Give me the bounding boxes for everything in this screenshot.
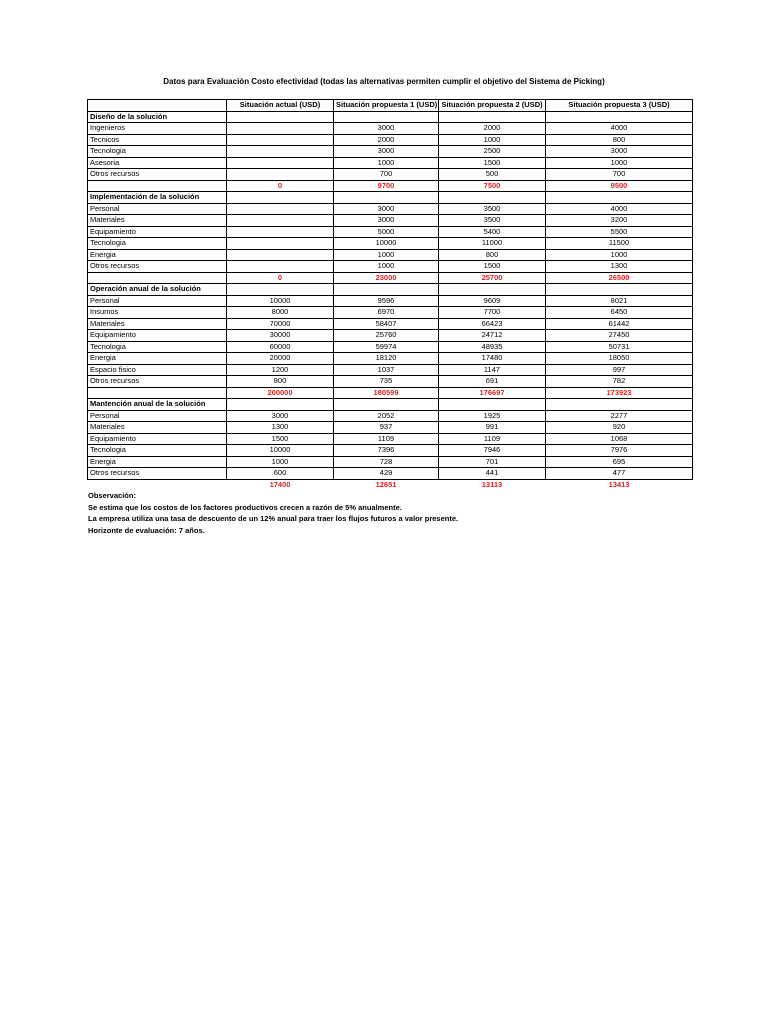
value-cell: 735 xyxy=(334,376,439,388)
value-cell: 800 xyxy=(546,134,693,146)
value-cell: 3500 xyxy=(439,203,546,215)
table-row xyxy=(88,295,693,307)
value-cell: 27450 xyxy=(546,330,693,342)
empty-cell xyxy=(334,111,439,123)
row-label: Personal xyxy=(88,203,227,215)
value-cell: 991 xyxy=(439,422,546,434)
table-row xyxy=(88,422,693,434)
total-cell: 13413 xyxy=(608,479,630,489)
row-label: Espacio fisico xyxy=(88,364,227,376)
total-cell: 26500 xyxy=(546,272,693,284)
row-label: Tecnologia xyxy=(88,146,227,158)
empty-cell xyxy=(546,111,693,123)
value-cell: 1109 xyxy=(439,433,546,445)
value-cell: 1300 xyxy=(546,261,693,273)
totals-row xyxy=(88,387,693,399)
table-row xyxy=(88,376,693,388)
total-cell: 173923 xyxy=(546,387,693,399)
empty-cell xyxy=(88,272,227,284)
row-label: Ingenieros xyxy=(88,123,227,135)
totals-row xyxy=(88,180,693,192)
row-label: Tecnicos xyxy=(88,134,227,146)
table-row xyxy=(88,468,693,480)
value-cell: 11000 xyxy=(439,238,546,250)
value-cell: 10000 xyxy=(227,295,334,307)
table-row xyxy=(88,169,693,181)
header-propuesta-3: Situación propuesta 3 (USD) xyxy=(546,100,693,112)
row-label: Equipamiento xyxy=(88,330,227,342)
section-header-row xyxy=(88,284,693,296)
row-label: Equipamiento xyxy=(88,433,227,445)
empty-cell xyxy=(546,399,693,411)
value-cell: 9596 xyxy=(334,295,439,307)
value-cell: 59974 xyxy=(334,341,439,353)
value-cell: 8000 xyxy=(227,307,334,319)
empty-cell xyxy=(546,192,693,204)
header-propuesta-1: Situación propuesta 1 (USD) xyxy=(334,100,439,112)
value-cell: 728 xyxy=(334,456,439,468)
row-label: Otros recursos xyxy=(88,261,227,273)
value-cell: 7700 xyxy=(439,307,546,319)
row-label: Personal xyxy=(88,410,227,422)
total-cell: 200000 xyxy=(227,387,334,399)
value-cell: 4000 xyxy=(546,123,693,135)
total-cell: 17400 xyxy=(269,479,291,489)
value-cell xyxy=(227,146,334,158)
value-cell: 920 xyxy=(546,422,693,434)
empty-cell xyxy=(546,284,693,296)
value-cell: 66423 xyxy=(439,318,546,330)
empty-cell xyxy=(439,111,546,123)
total-cell: 23000 xyxy=(334,272,439,284)
value-cell: 1200 xyxy=(227,364,334,376)
value-cell: 2500 xyxy=(439,146,546,158)
value-cell: 60000 xyxy=(227,341,334,353)
cost-table xyxy=(87,99,693,490)
value-cell: 48935 xyxy=(439,341,546,353)
table-row xyxy=(88,307,693,319)
row-label: Otros recursos xyxy=(88,169,227,181)
value-cell: 6450 xyxy=(546,307,693,319)
value-cell xyxy=(227,123,334,135)
empty-cell xyxy=(227,399,334,411)
row-label: Energia xyxy=(88,456,227,468)
value-cell: 25760 xyxy=(334,330,439,342)
empty-cell xyxy=(88,180,227,192)
section-title: Operación anual de la solución xyxy=(88,284,227,296)
empty-cell xyxy=(227,284,334,296)
total-cell: 9700 xyxy=(334,180,439,192)
value-cell: 477 xyxy=(546,468,693,480)
value-cell: 3000 xyxy=(546,146,693,158)
header-row xyxy=(88,100,693,112)
value-cell: 2277 xyxy=(546,410,693,422)
row-label: Materiales xyxy=(88,215,227,227)
section-title: Mantención anual de la solución xyxy=(88,399,227,411)
row-label: Tecnologia xyxy=(88,238,227,250)
table-row xyxy=(88,330,693,342)
table-row xyxy=(88,215,693,227)
section-title: Implementación de la solución xyxy=(88,192,227,204)
value-cell: 9609 xyxy=(439,295,546,307)
empty-cell xyxy=(88,479,227,490)
value-cell: 1147 xyxy=(439,364,546,376)
table-row xyxy=(88,318,693,330)
observation-line: Horizonte de evaluación: 7 años. xyxy=(88,525,205,535)
table-row xyxy=(88,146,693,158)
value-cell: 701 xyxy=(439,456,546,468)
value-cell: 3000 xyxy=(334,215,439,227)
sheet-title: Datos para Evaluación Costo efectividad (todas las alternativas permiten cumplir el objetivo del Sistema de Picking) xyxy=(163,77,605,86)
value-cell xyxy=(227,249,334,261)
value-cell: 1925 xyxy=(439,410,546,422)
table-body xyxy=(88,111,693,490)
value-cell xyxy=(227,157,334,169)
row-label: Tecnologia xyxy=(88,341,227,353)
table-row xyxy=(88,249,693,261)
totals-row xyxy=(88,272,693,284)
value-cell: 11500 xyxy=(546,238,693,250)
observations-heading: Observación: xyxy=(88,491,136,500)
value-cell: 5000 xyxy=(334,226,439,238)
total-cell: 9500 xyxy=(546,180,693,192)
value-cell: 2000 xyxy=(439,123,546,135)
value-cell xyxy=(227,169,334,181)
value-cell: 10000 xyxy=(334,238,439,250)
row-label: Materiales xyxy=(88,318,227,330)
value-cell: 1300 xyxy=(227,422,334,434)
total-cell: 25700 xyxy=(439,272,546,284)
value-cell: 18050 xyxy=(546,353,693,365)
table-row xyxy=(88,226,693,238)
value-cell: 10000 xyxy=(227,445,334,457)
table-row xyxy=(88,456,693,468)
value-cell: 3000 xyxy=(227,410,334,422)
value-cell: 30000 xyxy=(227,330,334,342)
table-row xyxy=(88,364,693,376)
table-row xyxy=(88,353,693,365)
value-cell: 1000 xyxy=(439,134,546,146)
empty-cell xyxy=(439,192,546,204)
table-row xyxy=(88,238,693,250)
value-cell: 1500 xyxy=(439,157,546,169)
table-row xyxy=(88,203,693,215)
row-label: Equipamiento xyxy=(88,226,227,238)
value-cell: 1500 xyxy=(439,261,546,273)
empty-cell xyxy=(334,192,439,204)
value-cell: 4000 xyxy=(546,203,693,215)
empty-cell xyxy=(334,284,439,296)
header-situacion-actual: Situación actual (USD) xyxy=(227,100,334,112)
value-cell: 1000 xyxy=(546,157,693,169)
observation-line: Se estima que los costos de los factores productivos crecen a razón de 5% anualmente. xyxy=(88,502,402,512)
value-cell: 800 xyxy=(439,249,546,261)
value-cell: 1500 xyxy=(227,433,334,445)
empty-cell xyxy=(88,387,227,399)
empty-cell xyxy=(439,399,546,411)
section-title: Diseño de la solución xyxy=(88,111,227,123)
total-cell: 180599 xyxy=(334,387,439,399)
empty-cell xyxy=(227,192,334,204)
section-header-row xyxy=(88,111,693,123)
value-cell: 1000 xyxy=(334,249,439,261)
table-row xyxy=(88,123,693,135)
row-label: Personal xyxy=(88,295,227,307)
value-cell: 1000 xyxy=(546,249,693,261)
table-row xyxy=(88,134,693,146)
table-row xyxy=(88,261,693,273)
value-cell: 1109 xyxy=(334,433,439,445)
value-cell: 24712 xyxy=(439,330,546,342)
value-cell: 17480 xyxy=(439,353,546,365)
row-label: Insumos xyxy=(88,307,227,319)
observations xyxy=(88,490,458,536)
value-cell: 3000 xyxy=(334,146,439,158)
value-cell: 997 xyxy=(546,364,693,376)
value-cell: 691 xyxy=(439,376,546,388)
value-cell: 1068 xyxy=(546,433,693,445)
total-cell: 176697 xyxy=(439,387,546,399)
row-label: Materiales xyxy=(88,422,227,434)
value-cell: 3000 xyxy=(334,203,439,215)
empty-cell xyxy=(439,284,546,296)
value-cell xyxy=(227,134,334,146)
row-label: Otros recursos xyxy=(88,376,227,388)
value-cell: 18120 xyxy=(334,353,439,365)
value-cell: 600 xyxy=(227,468,334,480)
value-cell: 7976 xyxy=(546,445,693,457)
value-cell: 700 xyxy=(334,169,439,181)
total-cell: 0 xyxy=(227,272,334,284)
total-cell: 7500 xyxy=(439,180,546,192)
value-cell: 1037 xyxy=(334,364,439,376)
total-cell: 13113 xyxy=(481,479,503,489)
value-cell xyxy=(227,261,334,273)
total-cell: 12651 xyxy=(375,479,397,489)
value-cell: 441 xyxy=(439,468,546,480)
value-cell: 7946 xyxy=(439,445,546,457)
table-row xyxy=(88,433,693,445)
value-cell: 5500 xyxy=(546,226,693,238)
value-cell: 800 xyxy=(227,376,334,388)
row-label: Energia xyxy=(88,353,227,365)
value-cell: 20000 xyxy=(227,353,334,365)
observation-line: La empresa utiliza una tasa de descuento de un 12% anual para traer los flujos futuros a valor presente. xyxy=(88,514,459,523)
empty-cell xyxy=(334,399,439,411)
row-label: Otros recursos xyxy=(88,468,227,480)
value-cell: 2000 xyxy=(334,134,439,146)
table-row xyxy=(88,341,693,353)
value-cell: 50731 xyxy=(546,341,693,353)
total-cell: 0 xyxy=(227,180,334,192)
header-propuesta-2: Situación propuesta 2 (USD) xyxy=(439,100,546,112)
value-cell: 500 xyxy=(439,169,546,181)
header-blank xyxy=(88,100,227,112)
value-cell: 937 xyxy=(334,422,439,434)
value-cell xyxy=(227,238,334,250)
value-cell xyxy=(227,203,334,215)
table-row xyxy=(88,445,693,457)
value-cell xyxy=(227,226,334,238)
value-cell: 3500 xyxy=(439,215,546,227)
value-cell: 70000 xyxy=(227,318,334,330)
table-row xyxy=(88,410,693,422)
value-cell: 5400 xyxy=(439,226,546,238)
row-label: Energia xyxy=(88,249,227,261)
value-cell: 8021 xyxy=(546,295,693,307)
value-cell: 429 xyxy=(334,468,439,480)
value-cell: 782 xyxy=(546,376,693,388)
row-label: Tecnologia xyxy=(88,445,227,457)
value-cell xyxy=(227,215,334,227)
section-header-row xyxy=(88,192,693,204)
value-cell: 2052 xyxy=(334,410,439,422)
value-cell: 1000 xyxy=(227,456,334,468)
value-cell: 58407 xyxy=(334,318,439,330)
value-cell: 3200 xyxy=(546,215,693,227)
row-label: Asesoria xyxy=(88,157,227,169)
value-cell: 61442 xyxy=(546,318,693,330)
value-cell: 7396 xyxy=(334,445,439,457)
empty-cell xyxy=(227,111,334,123)
value-cell: 1000 xyxy=(334,157,439,169)
value-cell: 700 xyxy=(546,169,693,181)
value-cell: 3000 xyxy=(334,123,439,135)
value-cell: 1000 xyxy=(334,261,439,273)
totals-row xyxy=(88,479,693,490)
value-cell: 6970 xyxy=(334,307,439,319)
table-row xyxy=(88,157,693,169)
value-cell: 695 xyxy=(546,456,693,468)
section-header-row xyxy=(88,399,693,411)
